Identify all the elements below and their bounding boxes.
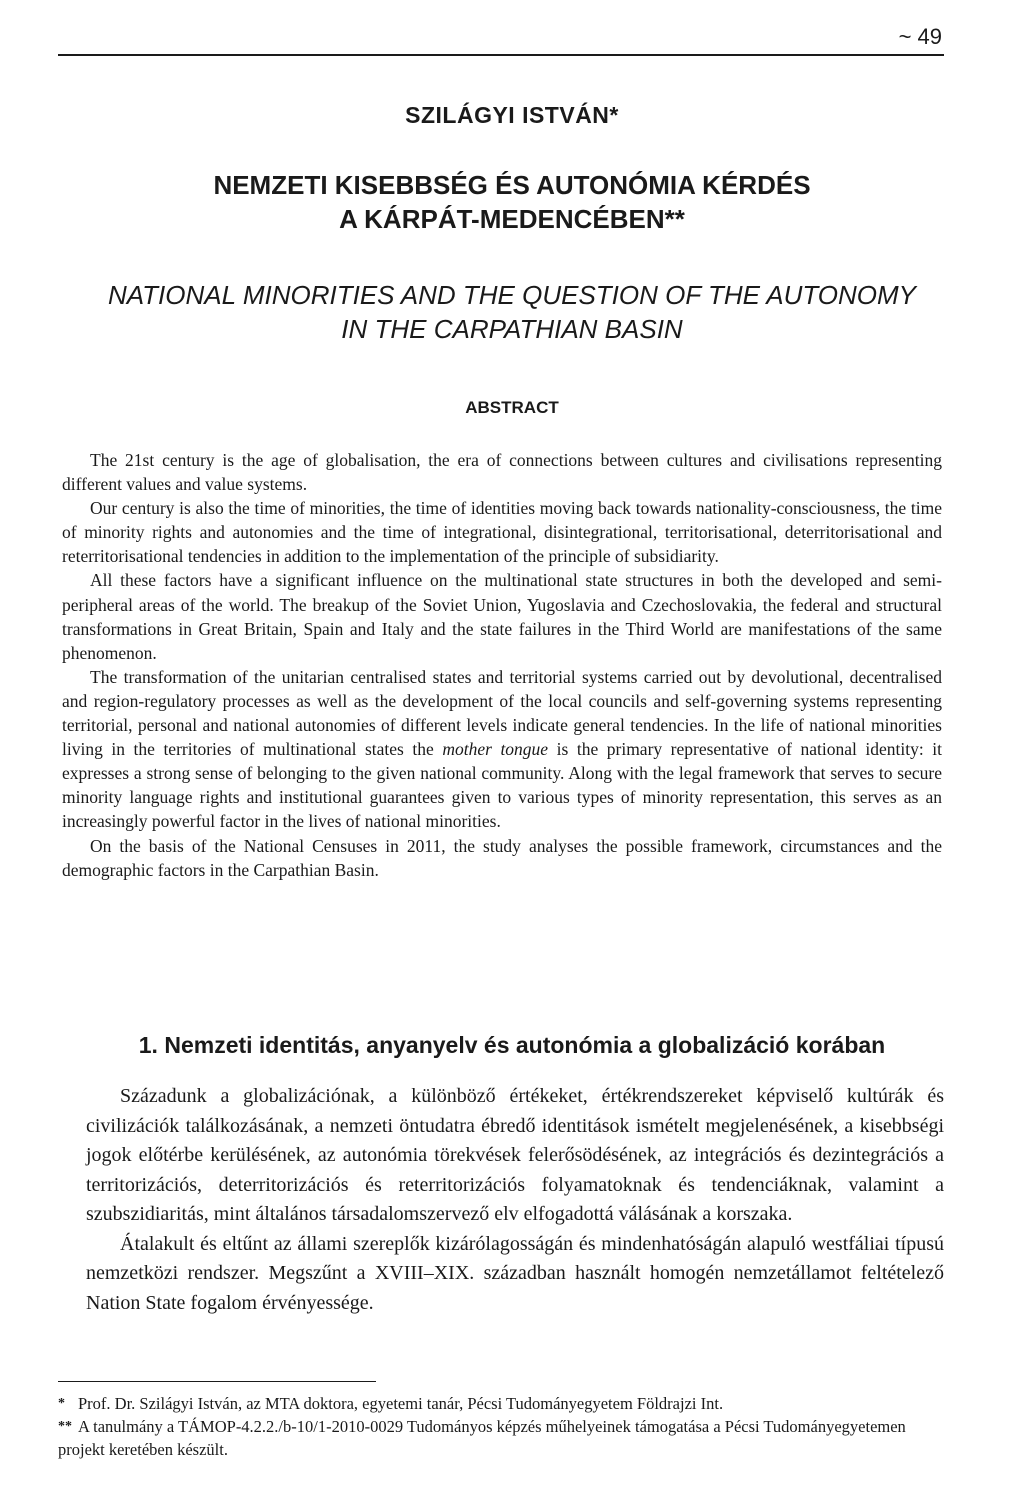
title-english-line-1: NATIONAL MINORITIES AND THE QUESTION OF THE AUTONOMY — [107, 280, 916, 310]
footnote-rule — [58, 1381, 376, 1382]
abstract-paragraph: The 21st century is the age of globalisation, the era of connections between cultures and civilisations representing different values and value systems. — [62, 450, 942, 495]
abstract-text: The transformation of the unitarian centralised states and territorial systems carried out by devolutional, decentralised and region-regulatory processes as well as the development of the local councils and self-governing systems representing territorial, personal and national autonomies of different levels indicate general tendencies. In the life of national minorities living in the territories of multinational states the — [62, 666, 942, 760]
abstract-heading: ABSTRACT — [465, 398, 559, 417]
abstract-paragraph: On the basis of the National Censuses in 2011, the study analyses the possible framework, circumstances and the demographic factors in the Carpathian Basin. — [62, 835, 942, 880]
title-english — [0, 278, 1024, 346]
author-name: SZILÁGYI ISTVÁN* — [405, 102, 619, 128]
footnote-text: Prof. Dr. Szilágyi István, az MTA doktora, egyetemi tanár, Pécsi Tudományegyetem Földrajzi Int. — [78, 1394, 724, 1413]
body-paragraph: Századunk a globalizációnak, a különböző értékeket, értékrendszereket képviselő kultúrák és civilizációk találkozásának, a nemzeti öntudatra ébredő identitások ismételt megjelenésének, a kisebbségi jogok előtérbe kerülésének, az autonómia törekvések felerősödésének, az integrációs és dezintegrációs a territorizációs, deterritorizációs és reterritorizációs folyamatoknak és tendenciáknak, valamint a szubszidiaritás, mint általános társadalomszervező elv elfogadottá válásának a korszaka. — [86, 1085, 944, 1225]
abstract-emphasis: mother tongue — [442, 739, 549, 760]
body-paragraph: Átalakult és eltűnt az állami szereplők kizárólagosságán és mindenhatóságán alapuló westfáliai típusú nemzetközi rendszer. Megszűnt a XVIII–XIX. században használt homogén nemzetállamot feltételező Nation State fogalom érvényessége. — [86, 1232, 944, 1314]
footnote — [58, 1415, 948, 1461]
page-number: ~ 49 — [898, 24, 942, 49]
footnote — [58, 1392, 948, 1415]
header-rule — [58, 54, 944, 56]
title-hungarian — [0, 168, 1024, 236]
abstract-paragraph: All these factors have a significant influence on the multinational state structures in both the developed and semi-peripheral areas of the world. The breakup of the Soviet Union, Yugoslavia and Czechoslovakia, the federal and structural transformations in Great Britain, Spain and Italy and the state failures in the Third World are manifestations of the same phenomenon. — [62, 570, 942, 663]
footnote-mark: ** — [58, 1419, 72, 1434]
abstract-text: is the primary representative of national identity: it expresses a strong sense of belonging to the given national community. Along with the legal framework that serves to secure minority language rights and institutional guarantees given to various types of minority representation, this serves as an increasingly powerful factor in the lives of national minorities. — [62, 739, 942, 832]
footnote-text: A tanulmány a TÁMOP-4.2.2./b-10/1-2010-0029 Tudományos képzés műhelyeinek támogatása a Pécsi Tudományegyetemen projekt keretében készült. — [58, 1417, 906, 1459]
abstract-paragraph — [62, 665, 942, 834]
footnotes — [58, 1392, 948, 1461]
title-hungarian-line-2: A KÁRPÁT-MEDENCÉBEN** — [339, 204, 685, 234]
section-heading: 1. Nemzeti identitás, anyanyelv és autonómia a globalizáció korában — [138, 1032, 886, 1058]
abstract-paragraph: Our century is also the time of minorities, the time of identities moving back towards nationality-consciousness, the time of minority rights and autonomies and the time of integrational, disintegrational, territorisational, deterritorisational and reterritorisational tendencies in addition to the implementation of the principle of subsidiarity. — [62, 498, 942, 567]
title-hungarian-line-1: NEMZETI KISEBBSÉG ÉS AUTONÓMIA KÉRDÉS — [213, 170, 811, 200]
footnote-mark: * — [58, 1396, 65, 1411]
abstract-body — [62, 448, 942, 882]
title-english-line-2: IN THE CARPATHIAN BASIN — [341, 314, 683, 344]
section-body — [86, 1082, 944, 1318]
